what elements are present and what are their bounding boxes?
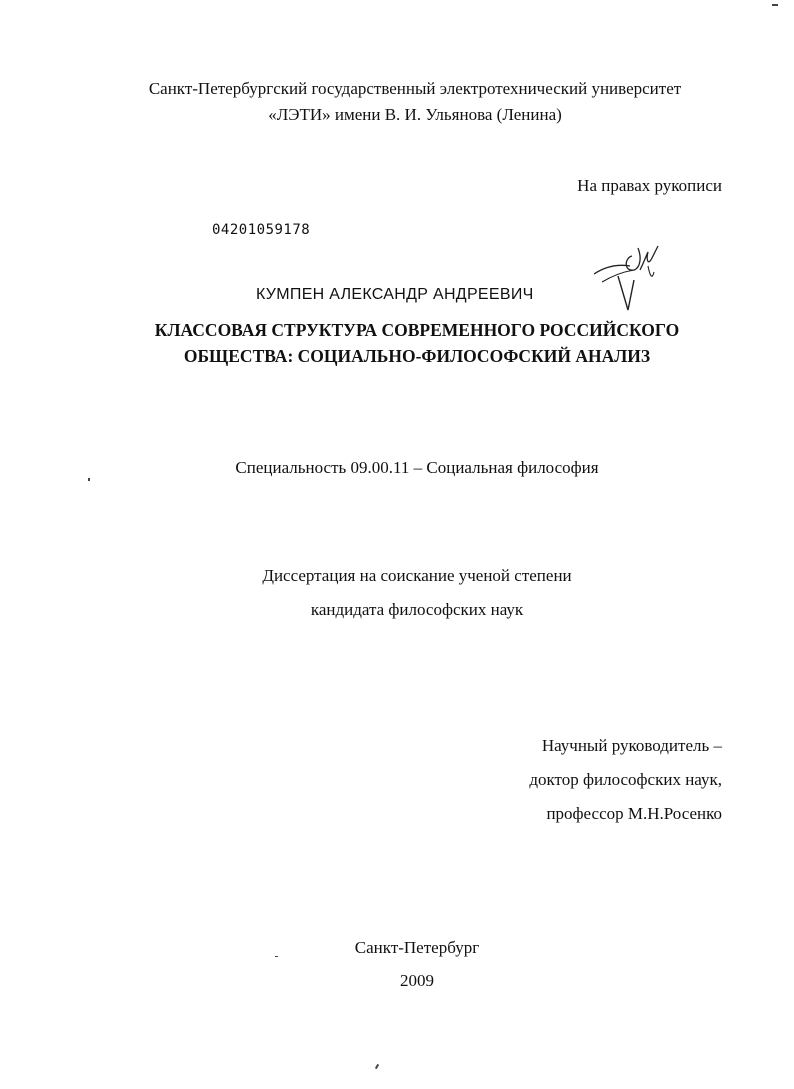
thesis-title-line2: ОБЩЕСТВА: СОЦИАЛЬНО-ФИЛОСОФСКИЙ АНАЛИЗ bbox=[183, 346, 651, 366]
rights-note: На правах рукописи bbox=[577, 176, 722, 195]
signature-icon bbox=[588, 236, 668, 316]
specialty: Специальность 09.00.11 – Социальная философия bbox=[235, 458, 599, 477]
dissertation-degree-line1: Диссертация на соискание ученой степени bbox=[262, 566, 572, 585]
supervisor-line1: Научный руководитель – bbox=[541, 736, 722, 755]
year: 2009 bbox=[400, 971, 434, 990]
supervisor-line2: доктор философских наук, bbox=[529, 770, 722, 789]
university-name-line2: «ЛЭТИ» имени В. И. Ульянова (Ленина) bbox=[268, 105, 562, 124]
supervisor-line3: профессор М.Н.Росенко bbox=[546, 804, 722, 823]
author-name: КУМПЕН АЛЕКСАНДР АНДРЕЕВИЧ bbox=[256, 286, 534, 303]
scan-speck bbox=[375, 1064, 379, 1069]
archive-number: 04201059178 bbox=[212, 222, 311, 238]
scan-speck bbox=[88, 478, 90, 481]
university-name-line1: Санкт-Петербургский государственный электротехнический университет bbox=[148, 79, 682, 98]
city: Санкт-Петербург bbox=[354, 938, 480, 957]
thesis-title-line1: КЛАССОВАЯ СТРУКТУРА СОВРЕМЕННОГО РОССИЙСКОГО bbox=[154, 320, 680, 340]
scan-speck bbox=[772, 4, 778, 6]
scan-speck bbox=[275, 956, 278, 957]
dissertation-degree-line2: кандидата философских наук bbox=[310, 600, 524, 619]
